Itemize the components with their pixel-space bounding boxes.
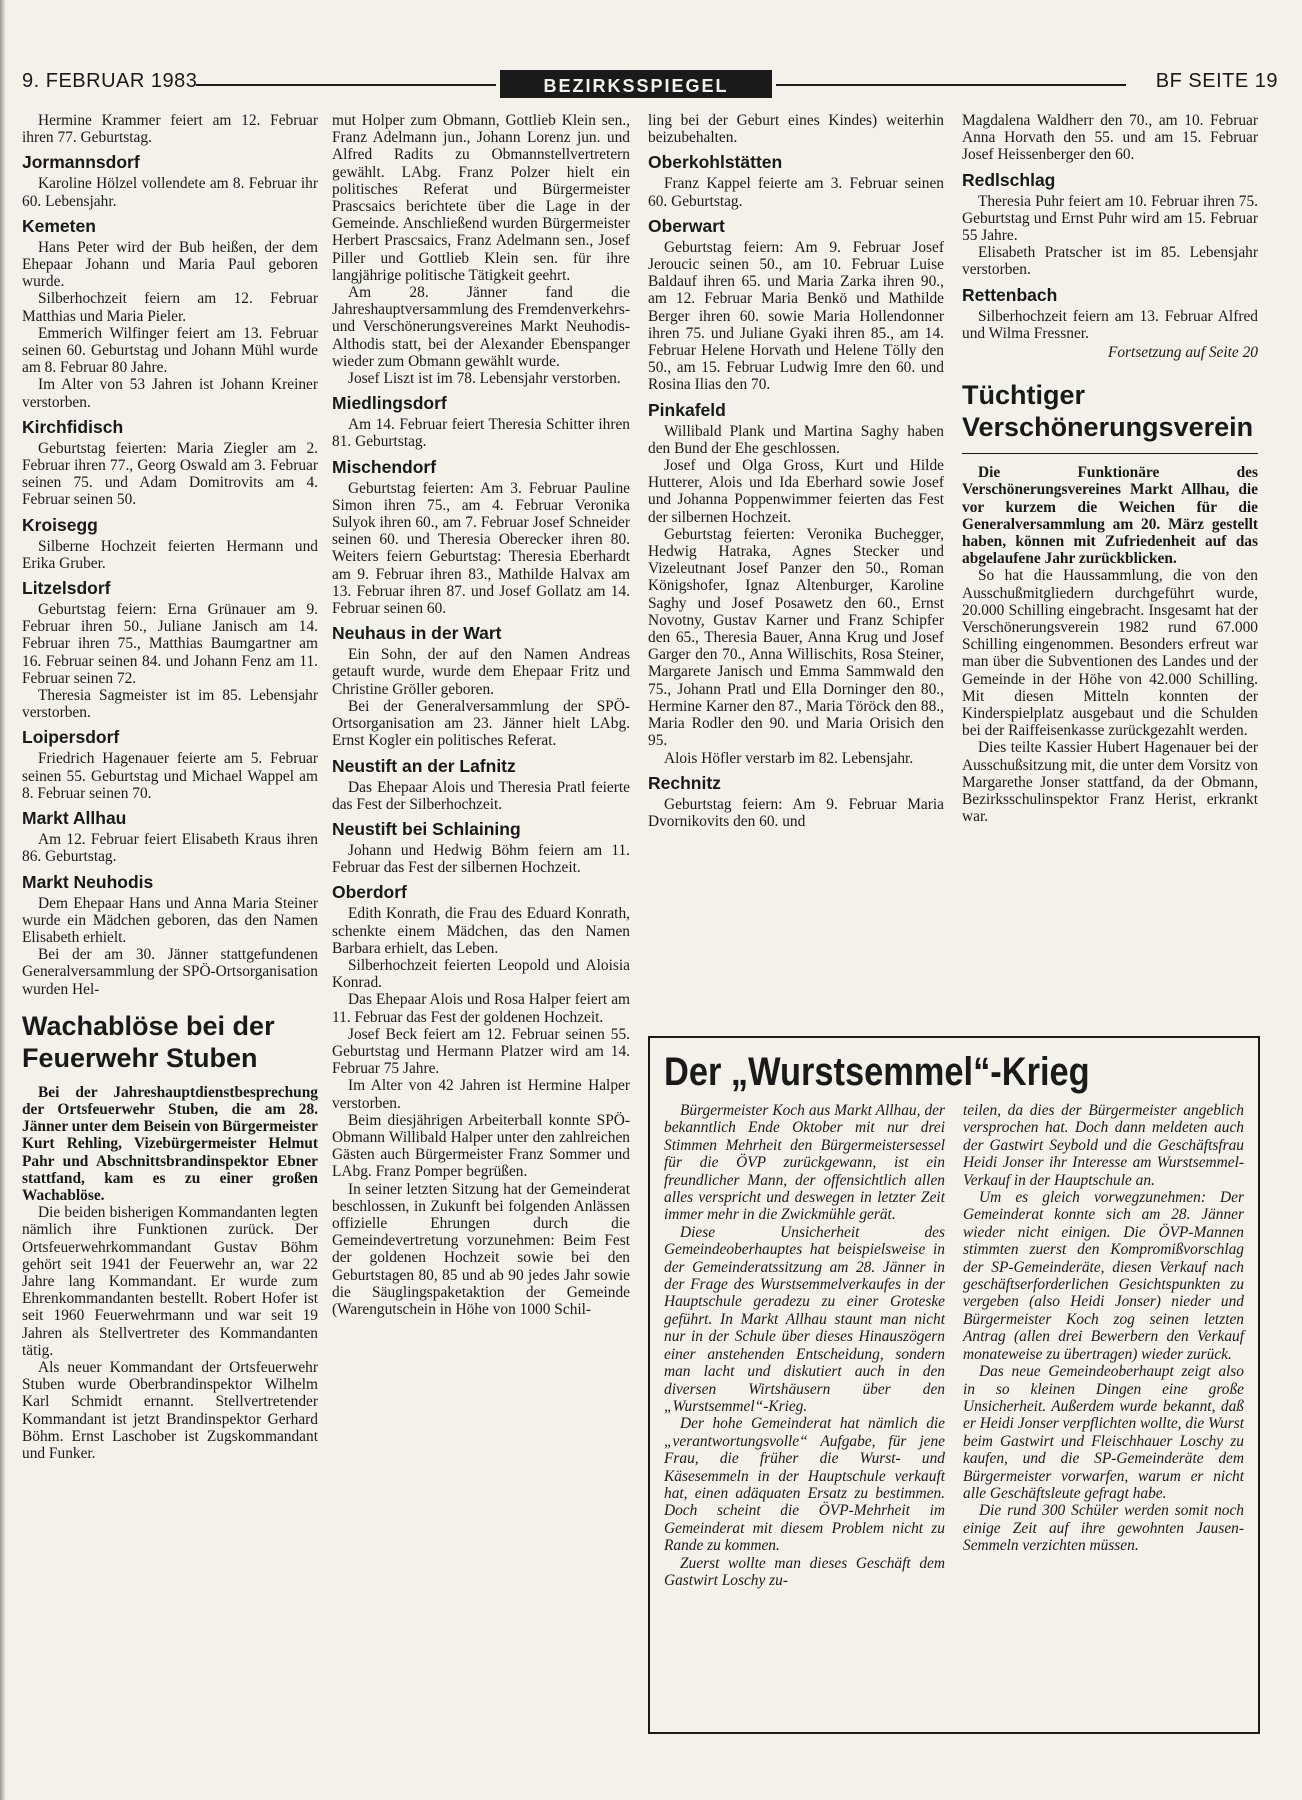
section-title: Markt Allhau <box>22 808 127 829</box>
paragraph: Geburtstag feierten: Am 3. Februar Pauline Simon ihren 75., am 4. Februar Veronika Sulyok ihren 60., am 7. Februar Josef Schneider seinen 60. und Theresia Oberecker ihren 80. Weiters feiern Geburtstag: Theresia Eberhardt am 9. Februar ihren 83., Mathilde Halvax am 13. Februar ihren 87. und Josef Gollatz am 14. Februar seinen 60. <box>332 479 630 618</box>
section <box>648 216 944 394</box>
paragraph: Willibald Plank und Martina Saghy haben den Bund der Ehe geschlossen. <box>648 422 944 457</box>
paragraph: Das Ehepaar Alois und Rosa Halper feiert am 11. Februar das Fest der goldenen Hochzeit. <box>332 991 630 1026</box>
section <box>332 393 630 450</box>
section-title: Neuhaus in der Wart <box>332 623 502 644</box>
section <box>22 515 318 572</box>
section-title: Pinkafeld <box>648 399 726 420</box>
section <box>22 808 318 865</box>
paragraph: Als neuer Kommandant der Ortsfeuerwehr Stuben wurde Oberbrandinspektor Wilhelm Karl Schmidt ernannt. Stellvertretender Kommandant ist jetzt Brandinspektor Gerhard Böhm. Ernst Laschober ist Zugskommandant und Funker. <box>22 1358 318 1462</box>
boxed-article-column-left <box>664 1102 945 1589</box>
paragraph: Theresia Sagmeister ist im 85. Lebensjahr verstorben. <box>22 687 318 722</box>
article-lead: Die Funktionäre des Verschönerungsvereines Markt Allhau, die vor kurzem die Weichen für die Generalversammlung am 20. März gestellt haben, können mit Zufriedenheit auf das abgelaufene Jahr zurückblicken. <box>962 453 1258 567</box>
paragraph: Das Ehepaar Alois und Theresia Pratl feierte das Fest der Silberhochzeit. <box>332 778 630 813</box>
section <box>22 727 318 802</box>
boxed-article-column-right <box>963 1102 1244 1589</box>
paragraph: Diese Unsicherheit des Gemeindeoberhauptes hat beispielsweise in der Gemeinderatssitzung am 28. Jänner in der Frage des Wurstsemmelverkaufes in der Hauptschule geradezu zu einer Groteske geführt. In Markt Allhau staunt man nicht nur in der Schule über dieses Hinauszögern einer anstehenden Entscheidung, sondern man lacht und diskutiert auch in den diversen Wirtshäusern über den „Wurstsemmel“-Krieg. <box>664 1223 945 1415</box>
section-title: Neustift an der Lafnitz <box>332 755 516 776</box>
section-title: Loipersdorf <box>22 727 120 748</box>
continuation-note: Fortsetzung auf Seite 20 <box>1107 344 1258 362</box>
section <box>22 578 318 721</box>
column-1 <box>22 112 318 1462</box>
header-rule-left <box>196 84 496 86</box>
section <box>648 773 944 830</box>
section-title: Redlschlag <box>962 169 1056 190</box>
paragraph: Die beiden bisherigen Kommandanten legten nämlich ihre Funktionen zurück. Der Ortsfeuerwehrkommandant Gustav Böhm gehört seit 1941 der Feuerwehr an, war 22 Jahre lang Kommandant. Er wurde zum Ehrenkommandanten bestellt. Robert Hofer ist seit 1960 Feuerwehrmann und war seit 19 Jahren als Stellvertreter des Kommandanten tätig. <box>22 1204 318 1359</box>
section-title: Oberwart <box>648 215 725 236</box>
section-title: Jormannsdorf <box>22 152 140 173</box>
article-lead: Bei der Jahreshauptdienstbesprechung der Ortsfeuerwehr Stuben, die am 28. Jänner unter dem Beisein von Bürgermeister Kurt Rehling, Vizebürgermeister Helmut Pahr und Abschnittsbrandinspektor Ebner stattfand, kam es zu einer großen Wachablöse. <box>22 1083 318 1204</box>
article-headline: Wachablöse bei der Feuerwehr Stuben <box>22 1010 275 1073</box>
section-title: Kirchfidisch <box>22 416 124 437</box>
paragraph: In seiner letzten Sitzung hat der Gemeinderat beschlossen, in Zukunft bei folgenden Anlässen offizielle Ehrungen durch die Gemeindevertretung vorzunehmen: Beim Fest der goldenen Hochzeit sowie bei den Geburtstagen 80, 85 und ab 90 jedes Jahr sowie die Säuglingspaketaktion der Gemeinde (Warengutschein in Höhe von 1000 Schil- <box>332 1180 630 1318</box>
section <box>332 457 630 618</box>
column-2 <box>332 112 630 1320</box>
section <box>962 170 1258 279</box>
paragraph: Theresia Puhr feiert am 10. Februar ihren 75. Geburtstag und Ernst Puhr wird am 15. Februar 55 Jahre. <box>962 192 1258 245</box>
page-number: BF SEITE 19 <box>1155 70 1278 92</box>
paragraph: mut Holper zum Obmann, Gottlieb Klein sen., Franz Adelmann jun., Johann Lorenz jun. und Alfred Radits zu Obmannstellvertretern gewählt. LAbg. Franz Polzer hielt ein politisches Referat und Bürgermeister Prascsaics berichtete über die Lage in der Gemeinde. Anschließend wurden Bürgermeister Herbert Prascsaics, Franz Adelmann sen., Josef Piller und Gottlieb Klein sen. für ihre langjährige politische Tätigkeit geehrt. <box>332 112 630 284</box>
paragraph: Zuerst wollte man dieses Geschäft dem Gastwirt Loschy zu- <box>664 1554 945 1589</box>
section-title: Mischendorf <box>332 456 437 477</box>
paragraph: Silberhochzeit feiern am 13. Februar Alfred und Wilma Fressner. <box>962 307 1258 342</box>
paragraph: Im Alter von 53 Jahren ist Johann Kreiner verstorben. <box>22 376 318 411</box>
paragraph: Ein Sohn, der auf den Namen Andreas getauft wurde, wurde dem Ehepaar Fritz und Christine Gröller geboren. <box>332 646 630 698</box>
section-title: Rechnitz <box>648 772 721 793</box>
paragraph: Am 28. Jänner fand die Jahreshauptversammlung des Fremdenverkehrs- und Verschönerungsvereines Markt Neuhodis-Althodis statt, bei der Alexander Ebenspanger wieder zum Obmann gewählt wurde. <box>332 284 630 370</box>
paragraph: Geburtstag feiern: Am 9. Februar Maria Dvornikovits den 60. und <box>648 795 944 830</box>
paragraph: Geburtstag feiern: Am 9. Februar Josef Jeroucic seinen 50., am 10. Februar Luise Baldauf ihren 65. und Maria Zarka ihren 90., am 12. Februar Maria Benkö und Mathilde Berger ihren 60. sowie Maria Hollendonner ihren 75. und Juliane Gyaki ihren 85., am 14. Februar Helene Horvath und Helene Tölly den 50., am 15. Februar Ludwig Imre den 60. und Rosina Ilias den 70. <box>648 238 944 394</box>
section-logo: BEZIRKSSPIEGEL <box>500 70 772 98</box>
section-title: Rettenbach <box>962 284 1058 305</box>
paragraph: Um es gleich vorwegzunehmen: Der Gemeinderat konnte sich am 28. Jänner wieder nicht einigen. Die ÖVP-Mannen stimmten zuerst den Kompromißvorschlag der SP-Gemeinderäte, diesen Verkauf nach geschäftserforderlichen Gesichtspunkten zu vergeben (also Heidi Jonser) nieder und Bürgermeister Koch zog seinen letzten Antrag (allen drei Bewerbern den Verkauf monateweise zu übertragen) wieder zurück. <box>963 1189 1244 1363</box>
section-title: Kemeten <box>22 215 96 236</box>
header-rule-right <box>776 84 1126 86</box>
column-3 <box>648 112 944 832</box>
section <box>22 152 318 209</box>
page-header <box>0 0 1302 118</box>
paragraph: Hans Peter wird der Bub heißen, der dem Ehepaar Johann und Maria Paul geboren wurde. <box>22 238 318 291</box>
boxed-article <box>648 1036 1260 1734</box>
section <box>962 285 1258 342</box>
paragraph: Dies teilte Kassier Hubert Hagenauer bei der Ausschußsitzung mit, die unter dem Vorsitz von Margarethe Jonser stattfand, da der Obmann, Bezirksschulinspektor Franz Herist, erkrankt war. <box>962 739 1258 826</box>
paragraph: Im Alter von 42 Jahren ist Hermine Halper verstorben. <box>332 1077 630 1112</box>
paragraph: Die rund 300 Schüler werden somit noch einige Zeit auf ihre gewohnten Jausen-Semmeln verzichten müssen. <box>963 1502 1244 1555</box>
section-title: Markt Neuhodis <box>22 871 154 892</box>
paragraph: Josef Liszt ist im 78. Lebensjahr verstorben. <box>348 370 621 388</box>
paragraph: teilen, da dies der Bürgermeister angeblich versprochen hat. Doch dann meldeten auch der Gastwirt Seybold und die Geschäftsfrau Heidi Jonser ihr Interesse am Wurstsemmel-Verkauf in der Hauptschule an. <box>963 1102 1244 1189</box>
intro-text: Magdalena Waldherr den 70., am 10. Februar Anna Horvath den 55. und am 15. Februar Josef Heissenberger den 60. <box>962 112 1258 164</box>
paragraph: Josef und Olga Gross, Kurt und Hilde Hutterer, Alois und Ida Eberhard sowie Josef und Johanna Poppenwimmer feierten das Fest der silbernen Hochzeit. <box>648 457 944 526</box>
section <box>332 819 630 876</box>
section <box>648 400 944 767</box>
boxed-article-headline: Der „Wurstsemmel“-Krieg <box>664 1050 1090 1094</box>
paragraph: Franz Kappel feierte am 3. Februar seinen 60. Geburtstag. <box>648 175 944 210</box>
paragraph: Am 12. Februar feiert Elisabeth Kraus ihren 86. Geburtstag. <box>22 831 318 866</box>
paragraph: Bei der Generalversammlung der SPÖ-Ortsorganisation am 23. Jänner hielt LAbg. Ernst Kogler ein politisches Referat. <box>332 697 630 750</box>
paragraph: Beim diesjährigen Arbeiterball konnte SPÖ-Obmann Willibald Halper unter den zahlreichen Gästen auch Bürgermeister Franz Sommer und LAbg. Franz Pomper begrüßen. <box>332 1111 630 1181</box>
paragraph: Elisabeth Pratscher ist im 85. Lebensjahr verstorben. <box>962 244 1258 279</box>
paragraph: Der hohe Gemeinderat hat nämlich die „verantwortungsvolle“ Aufgabe, für jene Frau, die früher die Wurst- und Käsesemmeln in der Hauptschule verkauft hat, einen adäquaten Ersatz zu bestimmen. Doch scheint die ÖVP-Mehrheit im Gemeinderat mit diesem Problem nicht zu Rande zu kommen. <box>664 1415 945 1555</box>
paragraph: Friedrich Hagenauer feierte am 5. Februar seinen 55. Geburtstag und Michael Wappel am 8. Februar seinen 70. <box>22 750 318 802</box>
paragraph: Geburtstag feierten: Maria Ziegler am 2. Februar ihren 77., Georg Oswald am 3. Februar seinen 75. und Adam Domitrovits am 4. Februar seinen 50. <box>22 439 318 509</box>
intro-text: ling bei der Geburt eines Kindes) weiterhin beizubehalten. <box>648 112 944 147</box>
paragraph: Edith Konrath, die Frau des Eduard Konrath, schenkte einem Mädchen, das den Namen Barbara erhielt, das Leben. <box>332 905 630 957</box>
section-title: Kroisegg <box>22 514 98 535</box>
section-title: Oberdorf <box>332 882 407 903</box>
section <box>22 216 318 411</box>
section <box>22 872 318 998</box>
section <box>332 756 630 813</box>
section <box>332 623 630 749</box>
section-title: Neustift bei Schlaining <box>332 818 521 839</box>
section <box>332 882 630 1318</box>
article-headline: Tüchtiger Verschönerungsverein <box>962 380 1254 443</box>
column-4 <box>962 112 1258 826</box>
paragraph: Silberhochzeit feierten Leopold und Aloisia Konrad. <box>332 956 630 992</box>
paragraph: Silberhochzeit feiern am 12. Februar Matthias und Maria Pieler. <box>22 290 318 325</box>
paragraph: So hat die Haussammlung, die von den Ausschußmitgliedern durchgeführt wurde, 20.000 Schilling eingebracht. Insgesamt hat der Verschönerungsverein 1982 rund 67.000 Schilling eingenommen. Besonders erfreut war man über die Subventionen des Landes und der Gemeinde in der Höhe von 42.000 Schilling. Mit diesen Mitteln konnten der Kinderspielplatz ausgebaut und die Schulden bei der Raiffeisenkasse zurückgezahlt werden. <box>962 567 1258 740</box>
paragraph: Josef Beck feiert am 12. Februar seinen 55. Geburtstag und Hermann Platzer wird am 14. Februar 75 Jahre. <box>332 1025 630 1078</box>
section <box>22 417 318 509</box>
paragraph: Am 14. Februar feiert Theresia Schitter ihren 81. Geburtstag. <box>332 416 630 451</box>
paragraph: Bürgermeister Koch aus Markt Allhau, der bekanntlich Ende Oktober mit nur drei Stimmen Mehrheit den Bürgermeistersessel für die ÖVP zurückgewann, ist ein freundlicher Mann, der offensichtlich allen alles verspricht und deswegen in letzter Zeit immer mehr in die Zwickmühle gerät. <box>664 1102 945 1224</box>
paragraph: Johann und Hedwig Böhm feiern am 11. Februar das Fest der silbernen Hochzeit. <box>332 841 630 877</box>
section-title: Litzelsdorf <box>22 578 111 599</box>
paragraph: Bei der am 30. Jänner stattgefundenen Generalversammlung der SPÖ-Ortsorganisation wurden Hel- <box>22 946 318 998</box>
paragraph: Emmerich Wilfinger feiert am 13. Februar seinen 60. Geburtstag und Johann Mühl wurde am 8. Februar 80 Jahre. <box>22 324 318 377</box>
section <box>648 152 944 209</box>
paragraph: Karoline Hölzel vollendete am 8. Februar ihr 60. Lebensjahr. <box>22 175 318 210</box>
issue-date: 9. FEBRUAR 1983 <box>22 70 198 92</box>
paragraph: Alois Höfler verstarb im 82. Lebensjahr. <box>664 749 914 767</box>
paragraph: Silberne Hochzeit feierten Hermann und Erika Gruber. <box>22 537 318 572</box>
boxed-article-body <box>664 1102 1244 1589</box>
page-spine-shadow <box>0 0 6 1800</box>
paragraph: Geburtstag feiern: Erna Grünauer am 9. Februar ihren 50., Juliane Janisch am 14. Februar ihren 75., Matthias Baumgartner am 16. Februar seinen 84. und Johann Fenz am 11. Februar seinen 72. <box>22 601 318 687</box>
section-title: Miedlingsdorf <box>332 393 447 414</box>
paragraph: Geburtstag feierten: Veronika Buchegger, Hedwig Hatraka, Agnes Stecker und Vizeleutnant Josef Panzer den 50., Roman Königshofer, Ignaz Altenburger, Karoline Saghy und Josef Posawetz den 60., Ernst Novotny, Gustav Karner und Franz Schipfer den 65., Theresia Bauer, Anna Krug und Josef Garger den 70., Anna Willischits, Rosa Steiner, Margarete Janisch und Emma Sammwald den 75., Johann Pratl und Ella Dorninger den 80., Hermine Karner den 87., Maria Töröck den 88., Maria Rodler den 90. und Maria Orisich den 95. <box>648 525 944 750</box>
section-title: Oberkohlstätten <box>648 152 783 173</box>
paragraph: Dem Ehepaar Hans und Anna Maria Steiner wurde ein Mädchen geboren, das den Namen Elisabeth erhielt. <box>22 894 318 946</box>
intro-text: Hermine Krammer feiert am 12. Februar ihren 77. Geburtstag. <box>22 112 318 147</box>
paragraph: Das neue Gemeindeoberhaupt zeigt also in so kleinen Dingen eine große Unsicherheit. Außerdem wurde bekannt, daß er Heidi Jonser verpflichten wollte, die Wurst beim Gastwirt und Fleischhauer Loschy zu kaufen, und die SP-Gemeinderäte dem Bürgermeister vorwarfen, warum er nicht alle Geschäftsleute gefragt habe. <box>963 1363 1244 1502</box>
